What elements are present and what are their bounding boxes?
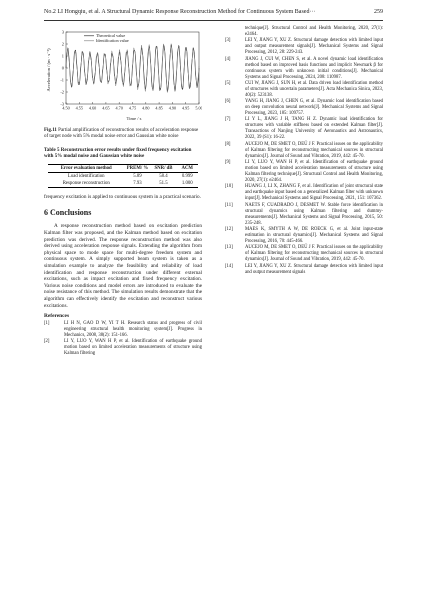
x-tick-label: 4.85 [155, 105, 163, 111]
reference-text: YANG H, JIANG J, CHEN G, et al. Dynamic load identification based on deep convolution neural network[J]. Mechanical Systems and Signal Processing, 2023, 185: 109757. [245, 99, 383, 117]
x-tick-label: 4.90 [168, 105, 177, 111]
reference-number: [5] [225, 80, 231, 86]
left-reference-list [44, 321, 202, 357]
y-axis-label: Acceleration / (m · s⁻²) [46, 48, 51, 92]
acceleration-chart [44, 26, 202, 122]
header-cell: SNR/ dB [154, 165, 173, 171]
reference-number: [10] [225, 184, 233, 190]
legend-label: Identification value [96, 38, 129, 43]
reference-item [225, 38, 383, 56]
reference-item [44, 321, 202, 339]
reference-text: LI Y, LUO Y, WAN H P, et al. Identification of earthquake ground motion based on limited acceleration measurements of structure using Kalman filtering [64, 339, 202, 357]
header-cell: PREM/ % [126, 165, 149, 171]
reference-item [225, 245, 383, 263]
continuation-paragraph: frequency excitation is applied to continuous system in a practical scenario. [44, 193, 201, 200]
figure-caption-text: Partial amplification of reconstruction results of acceleration response of target node with 5% modal noise error and Gaussian white noise [44, 128, 199, 140]
reference-number: [4] [225, 56, 231, 62]
reference-item [225, 227, 383, 245]
reference-text: LI Y, LUO Y, WAN H P, et al. Identification of earthquake ground motion based on limited acceleration measurements of structure using Kalman filtering technique[J]. Structural Control and Health Monitoring, 2020, 27(1): e2464. [245, 160, 383, 184]
table-label: Table 5 [44, 148, 60, 153]
y-tick-label: 3 [61, 29, 64, 35]
x-tick-label: 4.95 [182, 105, 190, 111]
reference-text: AUCEJO M, DE SMET O, DEÜ J F. Practical issues on the applicability of Kalman filtering for reconstructing mechanical sources in structural dynamics[J]. Journal of Sound and Vibration, 2019, 442: 45-70. [245, 141, 383, 159]
running-header [44, 6, 383, 21]
table-cell: Response reconstruction [62, 180, 110, 186]
reference-item [225, 184, 383, 202]
reference-item [225, 99, 383, 117]
left-column [44, 26, 202, 358]
x-tick-label: 4.55 [75, 105, 83, 111]
y-tick-label: 0 [61, 65, 64, 71]
reference-number: [8] [225, 141, 231, 147]
reference-text: JIANG J, CUI W, CHEN S, et al. A novel dynamic load identification method based on improved basis functions and implicit Newmark β for continuous system with unknown initial conditions[J]. Mechanical Systems and Signal Processing, 2024, 208: 110987. [245, 56, 383, 80]
reference-text: LEI Y, JIANG Y, XU Z. Structural damage detection with limited input and output measurement signals [245, 263, 383, 275]
x-tick-label: 4.65 [102, 105, 110, 111]
section-heading: 6 Conclusions [44, 208, 92, 218]
reference-item [225, 264, 383, 276]
header-title: No.2 LI Hongqiu, et al. A Structural Dynamic Response Reconstruction Method for Continuous System Based··· [44, 9, 316, 15]
chart-legend [82, 33, 129, 43]
reference-text: LI Y L, JIANG J H, TANG H Z. Dynamic load identification for structures with variable stiffness based on extended Kalman filter[J]. Transactions of Nanjing University of Aeronautics and Astronautics, 2022, 39 (S1): 16-22. [245, 117, 383, 141]
legend-label: Theoretical value [96, 33, 126, 38]
table-row [48, 172, 198, 180]
table-caption [44, 148, 202, 161]
table-row [48, 180, 198, 188]
table-header-row [48, 164, 198, 172]
reference-text: LEI Y, JIANG Y, XU Z. Structural damage detection with limited input and output measurement signals[J]. Mechanical Systems and Signal Processing, 2012, 28: 229-243. [245, 38, 383, 56]
y-tick-label: -3 [60, 101, 64, 107]
header-cell: Error evaluation method [60, 165, 112, 171]
right-column [225, 26, 383, 276]
table-cell: 5.89 [133, 173, 142, 179]
results-table [48, 164, 198, 188]
y-tick-label: 2 [61, 41, 64, 47]
reference-text: LI H N, GAO D W, YI T H. Research status and progress of civil engineering structural health monitoring system[J]. Progress in Mechanics, 2008, 38(2): 151-166. [64, 321, 202, 339]
reference-item [44, 339, 202, 357]
reference-item [225, 81, 383, 99]
reference-number: [9] [225, 160, 231, 166]
figure-caption-label: Fig.11 [44, 128, 57, 133]
references-heading: References [44, 313, 70, 320]
reference-item [225, 142, 383, 160]
reference-number: [11] [225, 202, 233, 208]
reference-number: [7] [225, 117, 231, 123]
page-number: 259 [374, 9, 383, 15]
reference-number: [2] [44, 339, 50, 345]
reference-text: NAETS F, CUADRADO J, DESMET W. Stable force identification in structural dynamics using Kalman filtering and dummy-measurements[J]. Mechanical Systems and Signal Processing, 2015, 50: 235-248. [245, 202, 383, 226]
table-cell: 7.93 [133, 180, 142, 186]
reference-text: HUANG J, LI X, ZHANG F, et al. Identification of joint structural state and earthquake input based on a generalized Kalman filter with unknown input[J]. Mechanical Systems and Signal Processing, 2021, 151: 107362. [245, 184, 383, 202]
reference-item [225, 160, 383, 184]
table-cell: 51.5 [159, 180, 168, 186]
conclusion-paragraph: A response reconstruction method based on excitation prediction Kalman filter was proposed, and the Kalman method based on excitation prediction was derived. The response reconstruction method was also derived using acceleration response signals. Extending the algorithm from physical space to mode space for multi-degree freedom system and continuous system. A simply supported beam system is taken as a simulation example to analyze the feasibility and reliability of load identification and response reconstruction under different external excitations, such as impact excitation and fixed frequency excitation. Various noise conditions and model errors are introduced to evaluate the noise resistance of this method. The simulation results demonstrate that the algorithm can effectively identify the excitation and reconstruct various excitations. [44, 223, 202, 309]
figure-caption [44, 128, 202, 141]
y-tick-label: -1 [60, 77, 64, 83]
reference-number: [6] [225, 99, 231, 105]
x-tick-label: 5.00 [195, 105, 202, 111]
figure-11 [44, 26, 202, 138]
reference-text: technique[J]. Structural Control and Health Monitoring, 2020, 27(1): e2464. [245, 26, 383, 37]
reference-number: [14] [225, 263, 233, 269]
reference-text: CUI W, JIANG J, SUN H, et al. Data driven load identification method of structures with uncertain parameters[J]. Acta Mechanica Sinica, 2023, 40(2): 523138. [245, 80, 383, 98]
table-cell: Load identification [67, 173, 105, 179]
reference-number: [12] [225, 226, 233, 232]
y-tick-label: 1 [61, 53, 64, 59]
reference-item [225, 57, 383, 81]
y-tick-label: -2 [60, 89, 64, 95]
x-tick-label: 4.50 [62, 105, 70, 111]
reference-text: AUCEJO M, DE SMET O, DEÜ J F. Practical issues on the applicability of Kalman filtering for reconstructing mechanical sources in structural dynamics[J]. Journal of Sound and Vibration, 2019, 442: 45-70. [245, 245, 383, 263]
reference-item [225, 26, 383, 38]
header-cell: ACM [181, 165, 193, 171]
x-axis-label: Time / s [126, 116, 142, 121]
x-tick-label: 4.60 [88, 105, 97, 111]
reference-number: [1] [44, 321, 50, 327]
table-cell: 1.000 [181, 180, 193, 186]
table-cell: 0.999 [181, 173, 193, 179]
right-reference-list [225, 26, 383, 276]
reference-item [225, 117, 383, 141]
chart-series [66, 44, 199, 93]
x-tick-label: 4.80 [142, 105, 150, 111]
reference-number: [3] [225, 38, 231, 44]
table-cell: 58.4 [159, 173, 168, 179]
reference-item [225, 203, 383, 227]
reference-number: [13] [225, 245, 233, 251]
reference-text: MAES K, SMYTH A W, DE ROECK G, et al. Joint input-state estimation in structural dynamics[J]. Mechanical Systems and Signal Processing, 2016, 70: 445-466. [245, 226, 383, 244]
x-tick-label: 4.75 [128, 105, 137, 111]
x-tick-label: 4.70 [115, 105, 123, 111]
table-title: Reconstruction error results under fixed frequency excitation with 5% modal noise and Gaussian white noise [44, 148, 192, 160]
